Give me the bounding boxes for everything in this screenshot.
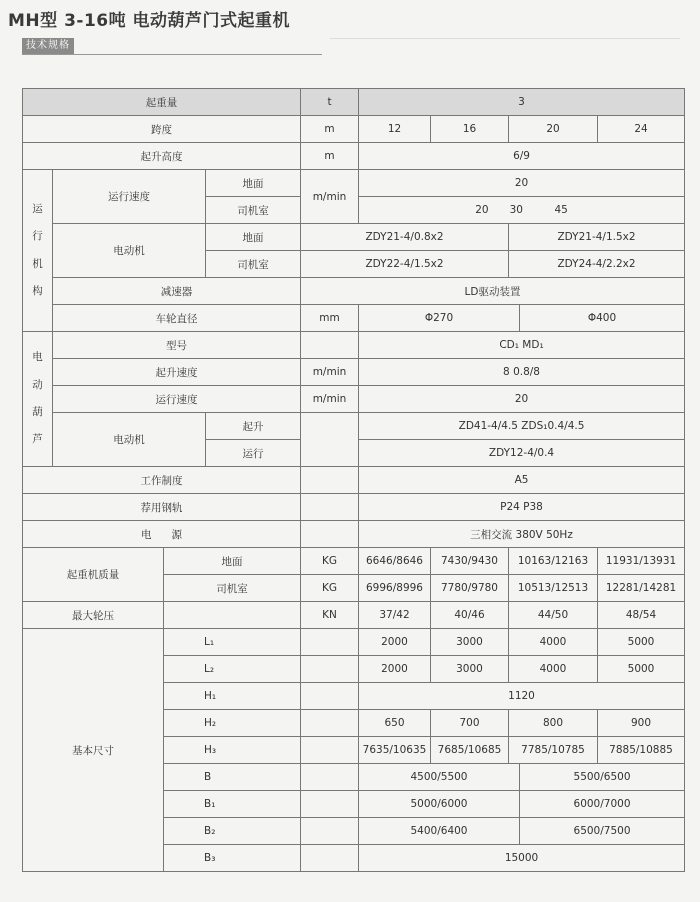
dim-label: B (164, 764, 301, 791)
header-divider (330, 38, 680, 39)
cell-unit (301, 710, 359, 737)
dim-label: B₂ (164, 818, 301, 845)
cell-value: 3000 (431, 629, 509, 656)
section-divider (22, 54, 322, 55)
cell-value: ZDY21-4/0.8x2 (301, 224, 509, 251)
table-row (23, 89, 685, 116)
cell-value: LD驱动装置 (301, 278, 685, 305)
cell-unit (301, 467, 359, 494)
table-row (23, 224, 685, 251)
cell-value: ZDY22-4/1.5x2 (301, 251, 509, 278)
cell-value: 6000/7000 (520, 791, 685, 818)
cell-value (359, 197, 685, 224)
cell-unit (301, 737, 359, 764)
cell-value: 900 (598, 710, 685, 737)
cell-sublabel: 地面 (206, 170, 301, 197)
cab-speed-2: 30 (509, 204, 523, 216)
cell-unit (301, 656, 359, 683)
cell-sublabel: 地面 (206, 224, 301, 251)
cell-unit: KN (301, 602, 359, 629)
cell-value: 6/9 (359, 143, 685, 170)
cell-sublabel (164, 602, 301, 629)
cell-value: 5500/6500 (520, 764, 685, 791)
cell-value: 20 (359, 170, 685, 197)
cell-value: 6500/7500 (520, 818, 685, 845)
table-row (23, 332, 685, 359)
cell-value: 44/50 (509, 602, 598, 629)
cell-value: 11931/13931 (598, 548, 685, 575)
cell-value: 10513/12513 (509, 575, 598, 602)
cell-value: 4000 (509, 629, 598, 656)
cell-unit (301, 494, 359, 521)
cell-sublabel: 司机室 (164, 575, 301, 602)
cell-label: 荐用钢轨 (23, 494, 301, 521)
cell-value: 6996/8996 (359, 575, 431, 602)
table-row (23, 359, 685, 386)
cell-label: 运行速度 (53, 170, 206, 224)
table-row (23, 467, 685, 494)
cell-label: 车轮直径 (53, 305, 301, 332)
cell-value: 6646/8646 (359, 548, 431, 575)
cell-value: 700 (431, 710, 509, 737)
cell-label: 起重量 (23, 89, 301, 116)
table-row (23, 278, 685, 305)
cell-unit (301, 791, 359, 818)
table-row (23, 413, 685, 440)
cell-label: 基本尺寸 (23, 629, 164, 872)
cell-value: 5000 (598, 629, 685, 656)
table-row (23, 305, 685, 332)
dim-label: B₃ (164, 845, 301, 872)
cell-value: 3000 (431, 656, 509, 683)
cell-value: 7685/10685 (431, 737, 509, 764)
cab-speed-1: 20 (475, 204, 489, 216)
cell-value: 7430/9430 (431, 548, 509, 575)
group-label-mechanism: 运 行 机 构 (23, 170, 53, 332)
cell-unit: KG (301, 548, 359, 575)
section-label: 技术规格 (22, 38, 74, 54)
cell-label: 起重机质量 (23, 548, 164, 602)
cell-unit (301, 818, 359, 845)
cell-label: 最大轮压 (23, 602, 164, 629)
cell-value: ZDY12-4/0.4 (359, 440, 685, 467)
cell-value: 20 (509, 116, 598, 143)
cell-value: 7635/10635 (359, 737, 431, 764)
cell-value: 800 (509, 710, 598, 737)
cell-label: 型号 (53, 332, 301, 359)
cell-value: 7780/9780 (431, 575, 509, 602)
cell-unit (301, 413, 359, 467)
cell-unit: m/min (301, 386, 359, 413)
cell-label: 减速器 (53, 278, 301, 305)
cell-value: 37/42 (359, 602, 431, 629)
cell-value: 三相交流 380V 50Hz (359, 521, 685, 548)
table-row (23, 629, 685, 656)
cell-unit: m/min (301, 359, 359, 386)
table-row (23, 548, 685, 575)
table-row (23, 494, 685, 521)
dim-label: H₁ (164, 683, 301, 710)
cell-value: 20 (359, 386, 685, 413)
dim-label: L₁ (164, 629, 301, 656)
dim-label: L₂ (164, 656, 301, 683)
cell-value: 4000 (509, 656, 598, 683)
cell-value: 16 (431, 116, 509, 143)
cell-label: 电 源 (23, 521, 301, 548)
table-row (23, 602, 685, 629)
cell-value: 24 (598, 116, 685, 143)
cell-unit: t (301, 89, 359, 116)
table-row (23, 116, 685, 143)
cell-label: 工作制度 (23, 467, 301, 494)
table-row (23, 386, 685, 413)
dim-label: H₂ (164, 710, 301, 737)
cell-value: ZD41-4/4.5 ZDS₁0.4/4.5 (359, 413, 685, 440)
cell-value: 10163/12163 (509, 548, 598, 575)
cell-unit (301, 629, 359, 656)
cell-label: 跨度 (23, 116, 301, 143)
cell-sublabel: 司机室 (206, 251, 301, 278)
cell-value: ZDY24-4/2.2x2 (509, 251, 685, 278)
cell-value: 12281/14281 (598, 575, 685, 602)
cell-sublabel: 起升 (206, 413, 301, 440)
cell-value: P24 P38 (359, 494, 685, 521)
cell-value: 15000 (359, 845, 685, 872)
cell-value: 7885/10885 (598, 737, 685, 764)
cell-unit (301, 764, 359, 791)
group-label-hoist: 电 动 葫 芦 (23, 332, 53, 467)
cell-label: 电动机 (53, 413, 206, 467)
dim-label: B₁ (164, 791, 301, 818)
cell-unit (301, 683, 359, 710)
cell-value: 2000 (359, 656, 431, 683)
cell-value: A5 (359, 467, 685, 494)
cell-sublabel: 司机室 (206, 197, 301, 224)
cell-unit: KG (301, 575, 359, 602)
cell-value: 3 (359, 89, 685, 116)
cell-label: 起升速度 (53, 359, 301, 386)
cell-value: 2000 (359, 629, 431, 656)
cell-value: 48/54 (598, 602, 685, 629)
cab-speed-3: 45 (554, 204, 568, 216)
cell-unit: m (301, 143, 359, 170)
cell-unit (301, 332, 359, 359)
cell-unit (301, 521, 359, 548)
cell-value: 40/46 (431, 602, 509, 629)
spec-table (22, 88, 685, 872)
cell-value: 8 0.8/8 (359, 359, 685, 386)
cell-value: 5000/6000 (359, 791, 520, 818)
cell-unit: mm (301, 305, 359, 332)
cell-unit (301, 845, 359, 872)
cell-unit: m (301, 116, 359, 143)
cell-value: Φ270 (359, 305, 520, 332)
cell-label: 起升高度 (23, 143, 301, 170)
cell-sublabel: 运行 (206, 440, 301, 467)
dim-label: H₃ (164, 737, 301, 764)
cell-value: 12 (359, 116, 431, 143)
cell-value: 650 (359, 710, 431, 737)
cell-value: Φ400 (520, 305, 685, 332)
table-row (23, 143, 685, 170)
cell-value: 5400/6400 (359, 818, 520, 845)
page-title: MH型 3-16吨 电动葫芦门式起重机 (8, 11, 291, 31)
cell-value: ZDY21-4/1.5x2 (509, 224, 685, 251)
cell-value: 5000 (598, 656, 685, 683)
cell-unit: m/min (301, 170, 359, 224)
cell-value: 7785/10785 (509, 737, 598, 764)
cell-label: 运行速度 (53, 386, 301, 413)
table-row (23, 170, 685, 197)
table-row (23, 521, 685, 548)
cell-value: CD₁ MD₁ (359, 332, 685, 359)
cell-value: 1120 (359, 683, 685, 710)
cell-value: 4500/5500 (359, 764, 520, 791)
cell-label: 电动机 (53, 224, 206, 278)
cell-sublabel: 地面 (164, 548, 301, 575)
